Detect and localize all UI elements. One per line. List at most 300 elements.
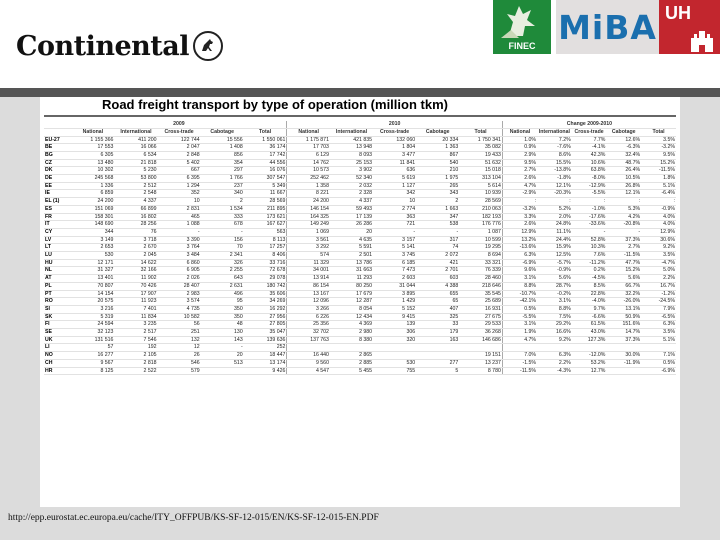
table-cell: 32.4% <box>606 151 641 159</box>
table-cell: 1 766 <box>201 175 244 183</box>
table-cell <box>502 344 537 352</box>
table-cell: 32 123 <box>71 329 114 337</box>
table-cell: -24.5% <box>641 298 676 306</box>
table-row <box>44 228 676 236</box>
table-cell: 2 045 <box>114 252 157 260</box>
table-cell: 603 <box>416 275 459 283</box>
table-cell: 6 129 <box>287 151 330 159</box>
table-cell: 4 547 <box>287 367 330 375</box>
table-cell: -11.2% <box>572 259 607 267</box>
table-cell: 5 141 <box>373 244 416 252</box>
table-cell: 10 <box>158 198 201 206</box>
table-cell: -4.7% <box>641 259 676 267</box>
table-cell: 28 407 <box>158 282 201 290</box>
table-cell: 333 <box>201 213 244 221</box>
table-cell: 3 895 <box>373 290 416 298</box>
table-cell: -7.6% <box>537 144 572 152</box>
table-cell: 16 066 <box>114 144 157 152</box>
table-cell: -12.0% <box>572 352 607 360</box>
table-cell: - <box>606 228 641 236</box>
table-cell: 2 105 <box>114 352 157 360</box>
table-cell: 7.9% <box>641 305 676 313</box>
table-cell: 574 <box>287 252 330 260</box>
table-row <box>44 290 676 298</box>
table-cell: 9 567 <box>71 359 114 367</box>
table-cell: 350 <box>201 313 244 321</box>
table-cell: 3 477 <box>373 151 416 159</box>
table-cell: 363 <box>373 213 416 221</box>
table-row <box>44 352 676 360</box>
table-cell: : <box>606 198 641 206</box>
country-code: NL <box>44 267 71 275</box>
table-cell: 151.6% <box>606 321 641 329</box>
table-cell: 27 805 <box>244 321 287 329</box>
table-cell: : <box>641 198 676 206</box>
table-cell: 5.0% <box>641 267 676 275</box>
table-cell: 2 818 <box>114 359 157 367</box>
table-cell: 10 939 <box>459 190 502 198</box>
country-code: EE <box>44 182 71 190</box>
table-cell: 407 <box>416 305 459 313</box>
column-header: Total <box>244 128 287 136</box>
table-cell: - <box>373 228 416 236</box>
table-cell: 6 226 <box>287 313 330 321</box>
table-cell: - <box>158 228 201 236</box>
table-cell: 13 401 <box>71 275 114 283</box>
country-code: DK <box>44 167 71 175</box>
table-cell: 70 <box>201 244 244 252</box>
table-cell: 0.5% <box>641 359 676 367</box>
table-title: Road freight transport by type of operation (million tkm) <box>102 97 448 112</box>
castle-icon <box>689 28 715 52</box>
table-cell <box>373 352 416 360</box>
uh-logo <box>659 0 720 54</box>
table-cell: 3.5% <box>641 252 676 260</box>
table-cell: 8 380 <box>330 336 373 344</box>
table-cell: 2 831 <box>158 205 201 213</box>
table-cell: 352 <box>158 190 201 198</box>
table-cell: 37.3% <box>606 236 641 244</box>
table-cell: 163 <box>416 336 459 344</box>
table-cell: 5.6% <box>606 275 641 283</box>
griffin-icon <box>493 0 551 42</box>
table-cell: 3 764 <box>158 244 201 252</box>
table-cell: 2 701 <box>416 267 459 275</box>
continental-wordmark: Continental <box>16 30 190 62</box>
table-cell: 28 569 <box>244 198 287 206</box>
table-cell: -1.5% <box>502 359 537 367</box>
table-cell: 252 462 <box>287 175 330 183</box>
table-cell: 252 <box>244 344 287 352</box>
table-cell: 5 <box>416 367 459 375</box>
table-cell: 29.2% <box>537 321 572 329</box>
table-cell: 7.6% <box>572 252 607 260</box>
table-row <box>44 298 676 306</box>
table-cell: -20.8% <box>606 221 641 229</box>
table-cell: -6.3% <box>606 144 641 152</box>
table-cell: 11 841 <box>373 159 416 167</box>
table-cell: 1 975 <box>416 175 459 183</box>
table-cell: 122 744 <box>158 136 201 144</box>
table-cell: 0.9% <box>502 144 537 152</box>
continental-logo <box>16 26 223 66</box>
table-cell: 3 216 <box>71 305 114 313</box>
country-code: SI <box>44 305 71 313</box>
table-cell: 24 200 <box>71 198 114 206</box>
table-cell: 127.3% <box>572 336 607 344</box>
table-cell: 13 948 <box>330 144 373 152</box>
table-cell: 8 406 <box>244 252 287 260</box>
table-cell <box>330 344 373 352</box>
table-cell: 1.0% <box>502 136 537 144</box>
table-cell: 31 044 <box>373 282 416 290</box>
table-cell: 340 <box>201 190 244 198</box>
table-cell: 8.5% <box>572 282 607 290</box>
table-cell: -5.5% <box>502 313 537 321</box>
table-cell: 6.3% <box>641 321 676 329</box>
column-header: Cross-trade <box>572 128 607 136</box>
table-cell: 347 <box>416 213 459 221</box>
table-cell <box>287 344 330 352</box>
table-cell: 1 750 341 <box>459 136 502 144</box>
table-cell: 33 716 <box>244 259 287 267</box>
table-cell: 1 088 <box>158 221 201 229</box>
table-cell: 218 646 <box>459 282 502 290</box>
table-cell: 16.7% <box>641 282 676 290</box>
table-cell: 17 907 <box>114 290 157 298</box>
table-cell: 36 268 <box>459 329 502 337</box>
table-cell: 158 301 <box>71 213 114 221</box>
table-cell: 5 152 <box>373 305 416 313</box>
country-code: IT <box>44 221 71 229</box>
table-cell: 26.4% <box>606 167 641 175</box>
table-cell: -12.9% <box>572 182 607 190</box>
table-cell: 32.2% <box>606 290 641 298</box>
table-cell: 3 266 <box>287 305 330 313</box>
table-cell: -6.6% <box>572 313 607 321</box>
table-cell: 643 <box>201 275 244 283</box>
table-cell: 33 <box>416 321 459 329</box>
table-cell: 2 341 <box>201 252 244 260</box>
table-cell: 52 340 <box>330 175 373 183</box>
table-cell: 24 200 <box>287 198 330 206</box>
table-cell: 151 069 <box>71 205 114 213</box>
table-cell: 2 631 <box>201 282 244 290</box>
table-cell: 33 321 <box>459 259 502 267</box>
table-cell: 17 703 <box>287 144 330 152</box>
table-cell: -1.2% <box>641 290 676 298</box>
table-row <box>44 159 676 167</box>
table-cell: 8 221 <box>287 190 330 198</box>
table-cell: 2.6% <box>502 175 537 183</box>
table-cell: 19 295 <box>459 244 502 252</box>
table-cell: 2 032 <box>330 182 373 190</box>
table-cell: -17.6% <box>572 213 607 221</box>
table-cell: 24 594 <box>71 321 114 329</box>
table-cell: 17 553 <box>71 144 114 152</box>
table-cell: 24.4% <box>537 236 572 244</box>
table-cell: 25 153 <box>330 159 373 167</box>
table-cell: 61.5% <box>572 321 607 329</box>
table-cell: 5.3% <box>606 205 641 213</box>
table-cell: 3.1% <box>502 275 537 283</box>
table-cell: 17 679 <box>330 290 373 298</box>
column-header: Cross-trade <box>373 128 416 136</box>
table-cell: -33.6% <box>572 221 607 229</box>
table-cell: 4 337 <box>114 198 157 206</box>
table-cell: 1 294 <box>158 182 201 190</box>
country-code: FI <box>44 321 71 329</box>
table-cell: 16 931 <box>459 305 502 313</box>
table-cell: 53.2% <box>572 359 607 367</box>
table-cell: 13 167 <box>287 290 330 298</box>
table-cell: 5 230 <box>114 167 157 175</box>
table-cell: -11.5% <box>502 367 537 375</box>
table-cell: 50.9% <box>606 313 641 321</box>
table-cell: -20.3% <box>537 190 572 198</box>
table-row <box>44 136 676 144</box>
table-cell <box>606 344 641 352</box>
table-cell: 148 690 <box>71 221 114 229</box>
table-cell: 530 <box>71 252 114 260</box>
country-code: DE <box>44 175 71 183</box>
table-cell: 3 745 <box>373 252 416 260</box>
table-cell: 3 902 <box>330 167 373 175</box>
table-cell: - <box>416 228 459 236</box>
table-cell: 9 560 <box>287 359 330 367</box>
table-cell: 326 <box>201 259 244 267</box>
table-cell: 6 305 <box>71 151 114 159</box>
table-cell: 26.8% <box>606 182 641 190</box>
table-cell: 76 339 <box>459 267 502 275</box>
table-cell: 132 060 <box>373 136 416 144</box>
table-row <box>44 275 676 283</box>
table-cell: 1 087 <box>459 228 502 236</box>
table-cell: 12 434 <box>330 313 373 321</box>
table-cell: 8.8% <box>502 282 537 290</box>
table-cell: 636 <box>373 167 416 175</box>
table-row <box>44 244 676 252</box>
table-cell: 7.7% <box>572 136 607 144</box>
table-cell: 546 <box>158 359 201 367</box>
table-cell: 29 078 <box>244 275 287 283</box>
table-cell: 277 <box>416 359 459 367</box>
period-header-row <box>44 121 676 128</box>
table-cell: 2 <box>201 198 244 206</box>
table-row <box>44 359 676 367</box>
column-header: Cross-trade <box>158 128 201 136</box>
table-row <box>44 182 676 190</box>
table-cell: 35 082 <box>459 144 502 152</box>
table-cell <box>641 344 676 352</box>
table-cell: -6.9% <box>641 367 676 375</box>
table-cell <box>459 344 502 352</box>
table-cell: 2.7% <box>606 244 641 252</box>
table-cell: 9.2% <box>641 244 676 252</box>
table-cell: -3.2% <box>502 205 537 213</box>
table-cell: 867 <box>416 151 459 159</box>
table-cell: 56 <box>158 321 201 329</box>
table-cell: 143 <box>201 336 244 344</box>
table-cell: -26.0% <box>606 298 641 306</box>
table-cell: 66.7% <box>606 282 641 290</box>
table-cell: 12 287 <box>330 298 373 306</box>
table-cell: 15.2% <box>641 159 676 167</box>
table-cell: 210 063 <box>459 205 502 213</box>
table-cell: 20 <box>330 228 373 236</box>
table-cell: 513 <box>201 359 244 367</box>
table-cell: 5.6% <box>537 275 572 283</box>
table-cell: 856 <box>201 151 244 159</box>
table-cell: 5.2% <box>537 205 572 213</box>
table-cell: 1 175 871 <box>287 136 330 144</box>
table-cell: 6 905 <box>158 267 201 275</box>
country-code: ES <box>44 205 71 213</box>
column-header: Cabotage <box>201 128 244 136</box>
table-cell: 18 447 <box>244 352 287 360</box>
table-row <box>44 144 676 152</box>
table-cell: 179 <box>416 329 459 337</box>
table-cell: 755 <box>373 367 416 375</box>
table-cell: 9 426 <box>244 367 287 375</box>
table-cell: 65 <box>416 298 459 306</box>
table-cell: 411 200 <box>114 136 157 144</box>
table-cell: 9.2% <box>537 336 572 344</box>
table-cell: 9.5% <box>641 151 676 159</box>
table-cell: 13 480 <box>71 159 114 167</box>
column-header-row <box>44 128 676 136</box>
table-cell: 3 235 <box>114 321 157 329</box>
table-cell: 10 573 <box>287 167 330 175</box>
table-cell: 146 154 <box>287 205 330 213</box>
table-cell: 2.6% <box>502 221 537 229</box>
table-cell: 16 076 <box>244 167 287 175</box>
table-cell: 12 096 <box>287 298 330 306</box>
table-cell: 130 <box>201 329 244 337</box>
table-cell: 297 <box>201 167 244 175</box>
table-cell: -6.9% <box>502 259 537 267</box>
table-cell: 11 667 <box>244 190 287 198</box>
table-cell: 26 286 <box>330 221 373 229</box>
table-cell: 3 149 <box>71 236 114 244</box>
table-cell: 4.0% <box>641 213 676 221</box>
table-cell: 2 774 <box>373 205 416 213</box>
table-cell: 2 548 <box>114 190 157 198</box>
table-cell: 10.5% <box>606 175 641 183</box>
table-cell: 12 171 <box>71 259 114 267</box>
country-code: UK <box>44 336 71 344</box>
table-row <box>44 282 676 290</box>
table-cell: 137 763 <box>287 336 330 344</box>
table-cell: 13 914 <box>287 275 330 283</box>
table-cell: 10.3% <box>572 244 607 252</box>
table-cell: 1 127 <box>373 182 416 190</box>
country-code: LU <box>44 252 71 260</box>
table-cell: 12.6% <box>606 136 641 144</box>
table-cell: 156 <box>201 236 244 244</box>
source-link[interactable]: http://epp.eurostat.ec.europa.eu/cache/ITY_OFFPUB/KS-SF-12-015/EN/KS-SF-12-015-EN.PDF <box>8 513 379 523</box>
table-cell: 182 193 <box>459 213 502 221</box>
table-cell: -13.8% <box>537 167 572 175</box>
table-cell: 15.9% <box>537 244 572 252</box>
country-code: EL (1) <box>44 198 71 206</box>
table-cell: 211 895 <box>244 205 287 213</box>
table-cell: 14 154 <box>71 290 114 298</box>
table-cell: 6 859 <box>71 190 114 198</box>
table-cell: 167 627 <box>244 221 287 229</box>
table-cell: 131 516 <box>71 336 114 344</box>
table-cell: -1.8% <box>537 175 572 183</box>
table-cell: -2.9% <box>502 190 537 198</box>
table-cell: 721 <box>373 221 416 229</box>
table-cell: 4.7% <box>502 336 537 344</box>
table-cell <box>416 344 459 352</box>
freight-table <box>44 121 676 375</box>
table-cell: 173 621 <box>244 213 287 221</box>
table-cell: 3 718 <box>114 236 157 244</box>
table-cell: 4 337 <box>330 198 373 206</box>
table-cell: 563 <box>244 228 287 236</box>
table-cell: : <box>502 198 537 206</box>
table-cell: 2 522 <box>114 367 157 375</box>
table-cell: - <box>201 228 244 236</box>
table-cell: 2.7% <box>502 167 537 175</box>
table-cell: 4.0% <box>641 221 676 229</box>
table-row <box>44 213 676 221</box>
column-header: Cabotage <box>416 128 459 136</box>
column-header: National <box>287 128 330 136</box>
table-cell: 5 319 <box>71 313 114 321</box>
table-row <box>44 175 676 183</box>
table-cell: 1 408 <box>201 144 244 152</box>
table-row <box>44 236 676 244</box>
table-cell: -1.0% <box>572 205 607 213</box>
table-cell: 210 <box>416 167 459 175</box>
table-cell: 146 686 <box>459 336 502 344</box>
table-cell: 1.9% <box>502 329 537 337</box>
table-cell: 25 689 <box>459 298 502 306</box>
table-cell: 51 632 <box>459 159 502 167</box>
period-header: 2010 <box>287 121 502 128</box>
table-cell: 325 <box>416 313 459 321</box>
table-cell: 13 237 <box>459 359 502 367</box>
table-cell: 8 093 <box>330 151 373 159</box>
table-cell: 76 <box>114 228 157 236</box>
table-cell: 3 561 <box>287 236 330 244</box>
table-row <box>44 329 676 337</box>
table-cell: 3 292 <box>287 244 330 252</box>
table-cell: 164 325 <box>287 213 330 221</box>
table-cell: 1 336 <box>71 182 114 190</box>
country-code: SK <box>44 313 71 321</box>
table-cell: -6.4% <box>641 190 676 198</box>
table-cell: 28 569 <box>459 198 502 206</box>
table-cell: 1 550 061 <box>244 136 287 144</box>
table-cell: 350 <box>201 305 244 313</box>
table-cell: -13.6% <box>502 244 537 252</box>
table-cell: 8 125 <box>71 367 114 375</box>
table-cell: 12.5% <box>537 252 572 260</box>
table-cell: 5 349 <box>244 182 287 190</box>
table-cell: 2 865 <box>330 352 373 360</box>
table-cell: 132 <box>158 336 201 344</box>
table-cell: 32 166 <box>114 267 157 275</box>
table-cell: 19 151 <box>459 352 502 360</box>
table-cell: 8 694 <box>459 252 502 260</box>
table-cell: -5.7% <box>537 259 572 267</box>
table-cell: -5.5% <box>572 190 607 198</box>
table-cell: 16 440 <box>287 352 330 360</box>
